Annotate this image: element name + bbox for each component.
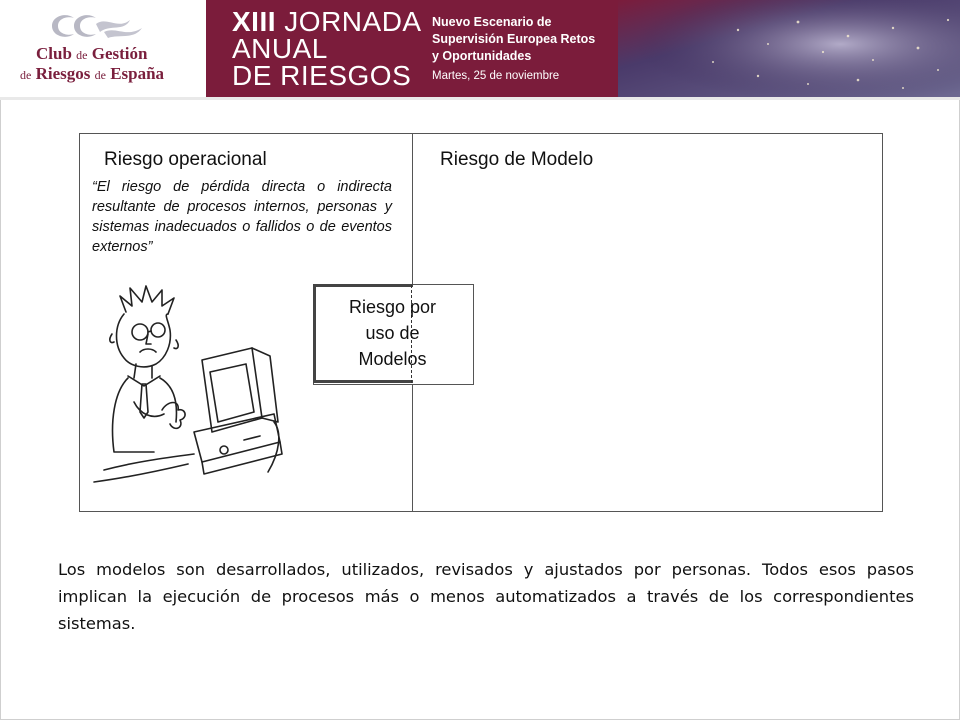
banner-subtitle: Nuevo Escenario de Supervisión Europea Retos y Oportunidades: [432, 15, 596, 63]
logo-text-line2: de Riesgos de España: [20, 64, 165, 83]
explanatory-paragraph: Los modelos son desarrollados, utilizados, revisados y ajustados por personas. Todos esos pasos implican la ejecución de procesos más o menos automatizados a través de los correspondientes sistemas.: [58, 560, 914, 633]
event-banner: [206, 0, 960, 98]
banner-title: XIII JORNADA ANUAL DE RIESGOS: [232, 6, 422, 91]
model-usage-box-shadow-bottom: [313, 380, 413, 383]
model-usage-box-shadow-top: [313, 284, 413, 287]
model-risk-title: Riesgo de Modelo: [440, 149, 594, 170]
stressed-computer-user-illustration: [84, 282, 284, 492]
model-usage-risk-label: Riesgo por uso de Modelos: [348, 297, 437, 369]
banner-date: Martes, 25 de noviembre: [432, 70, 560, 82]
operational-risk-definition: “El riesgo de pérdida directa o indirecta resultante de procesos internos, personas y sistemas inadecuados o fallidos o de eventos externos”: [92, 179, 392, 255]
operational-risk-title: Riesgo operacional: [104, 149, 267, 170]
club-logo-mark-icon: [44, 10, 154, 42]
logo-text-line1: Club de Gestión: [36, 44, 148, 63]
earth-night-photo: [618, 0, 960, 98]
club-logo: [0, 0, 206, 98]
header-divider: [0, 97, 960, 100]
